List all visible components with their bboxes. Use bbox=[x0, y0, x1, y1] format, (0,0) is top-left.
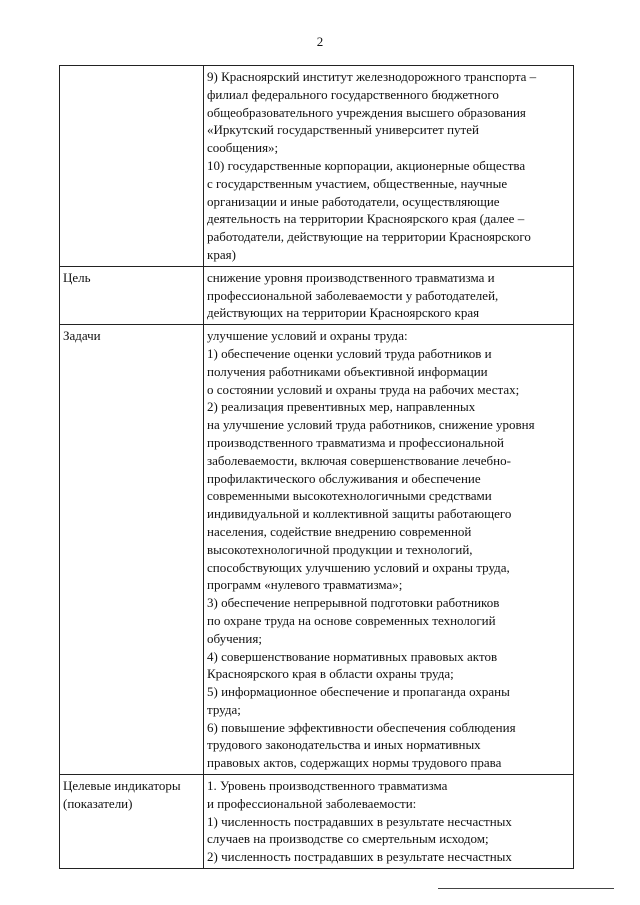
content-line: действующих на территории Красноярского края bbox=[207, 305, 480, 321]
content-line: и профессиональной заболеваемости: bbox=[207, 795, 417, 811]
content-line: обучения; bbox=[207, 630, 262, 646]
row-goal bbox=[60, 266, 574, 324]
row-label-line: Цель bbox=[63, 269, 91, 285]
content-line: Красноярского края в области охраны труда; bbox=[207, 666, 454, 682]
content-line: 4) совершенствование нормативных правовых актов bbox=[207, 648, 498, 664]
content-line: улучшение условий и охраны труда: bbox=[207, 328, 408, 344]
page-number: 2 bbox=[316, 34, 324, 49]
content-line: 1) обеспечение оценки условий труда работников и bbox=[207, 345, 492, 361]
content-line: получения работниками объективной информации bbox=[207, 363, 488, 379]
content-line: 1. Уровень производственного травматизма bbox=[207, 778, 448, 794]
content-line: работодатели, действующие на территории Красноярского bbox=[207, 229, 531, 245]
content-line: производственного травматизма и профессиональной bbox=[207, 434, 504, 450]
content-line: 3) обеспечение непрерывной подготовки работников bbox=[207, 595, 500, 611]
row-content-cell bbox=[204, 66, 574, 267]
footer-rule bbox=[438, 888, 614, 889]
row-label-cell bbox=[60, 775, 204, 869]
content-line: профилактического обслуживания и обеспечение bbox=[207, 470, 481, 486]
content-line: способствующих улучшению условий и охраны труда, bbox=[207, 559, 510, 575]
row-content-cell bbox=[204, 266, 574, 324]
content-line: 6) повышение эффективности обеспечения соблюдения bbox=[207, 719, 516, 735]
row-label-cell bbox=[60, 66, 204, 267]
content-line: сообщения»; bbox=[207, 140, 279, 156]
content-line: высокотехнологичной продукции и технологий, bbox=[207, 541, 473, 557]
content-line: по охране труда на основе современных технологий bbox=[207, 612, 496, 628]
content-line: 9) Красноярский институт железнодорожного транспорта – bbox=[207, 69, 537, 84]
content-line: снижение уровня производственного травматизма и bbox=[207, 269, 495, 285]
content-line: населения, содействие внедрению современной bbox=[207, 523, 472, 539]
content-line: общеобразовательного учреждения высшего образования bbox=[207, 104, 526, 120]
content-line: труда; bbox=[207, 701, 241, 717]
row-participants bbox=[60, 66, 574, 267]
content-line: заболеваемости, включая совершенствование лечебно- bbox=[207, 452, 511, 468]
passport-table bbox=[59, 65, 574, 869]
content-line: 10) государственные корпорации, акционерные общества bbox=[207, 157, 526, 173]
row-tasks bbox=[60, 325, 574, 775]
content-line: правовых актов, содержащих нормы трудового права bbox=[207, 755, 502, 771]
content-line: 2) реализация превентивных мер, направленных bbox=[207, 399, 476, 415]
content-line: индивидуальной и коллективной защиты работающего bbox=[207, 506, 512, 522]
content-line: на улучшение условий труда работников, снижение уровня bbox=[207, 417, 535, 433]
row-label-line: Целевые индикаторы bbox=[63, 778, 181, 794]
content-line: с государственным участием, общественные, научные bbox=[207, 175, 508, 191]
content-line: трудового законодательства и иных нормативных bbox=[207, 737, 481, 753]
row-content-cell bbox=[204, 325, 574, 775]
row-label-line: Задачи bbox=[63, 328, 101, 344]
content-line: организации и иные работодатели, осуществляющие bbox=[207, 193, 500, 209]
content-line: 2) численность пострадавших в результате несчастных bbox=[207, 849, 512, 865]
content-line: 1) численность пострадавших в результате несчастных bbox=[207, 813, 512, 829]
row-label-cell bbox=[60, 325, 204, 775]
row-indicators bbox=[60, 775, 574, 869]
content-line: современными высокотехнологичными средствами bbox=[207, 488, 492, 504]
row-content-cell bbox=[204, 775, 574, 869]
content-line: филиал федерального государственного бюджетного bbox=[207, 86, 499, 102]
content-line: о состоянии условий и охраны труда на рабочих местах; bbox=[207, 381, 520, 397]
content-line: деятельность на территории Красноярского края (далее – bbox=[207, 211, 525, 227]
content-line: программ «нулевого травматизма»; bbox=[207, 577, 403, 593]
content-line: «Иркутский государственный университет путей bbox=[207, 122, 479, 138]
content-line: 5) информационное обеспечение и пропаганда охраны bbox=[207, 684, 510, 700]
content-line: случаев на производстве со смертельным исходом; bbox=[207, 831, 489, 847]
row-label-line: (показатели) bbox=[63, 795, 133, 811]
content-line: профессиональной заболеваемости у работодателей, bbox=[207, 287, 499, 303]
content-line: края) bbox=[207, 246, 236, 262]
row-label-cell bbox=[60, 266, 204, 324]
